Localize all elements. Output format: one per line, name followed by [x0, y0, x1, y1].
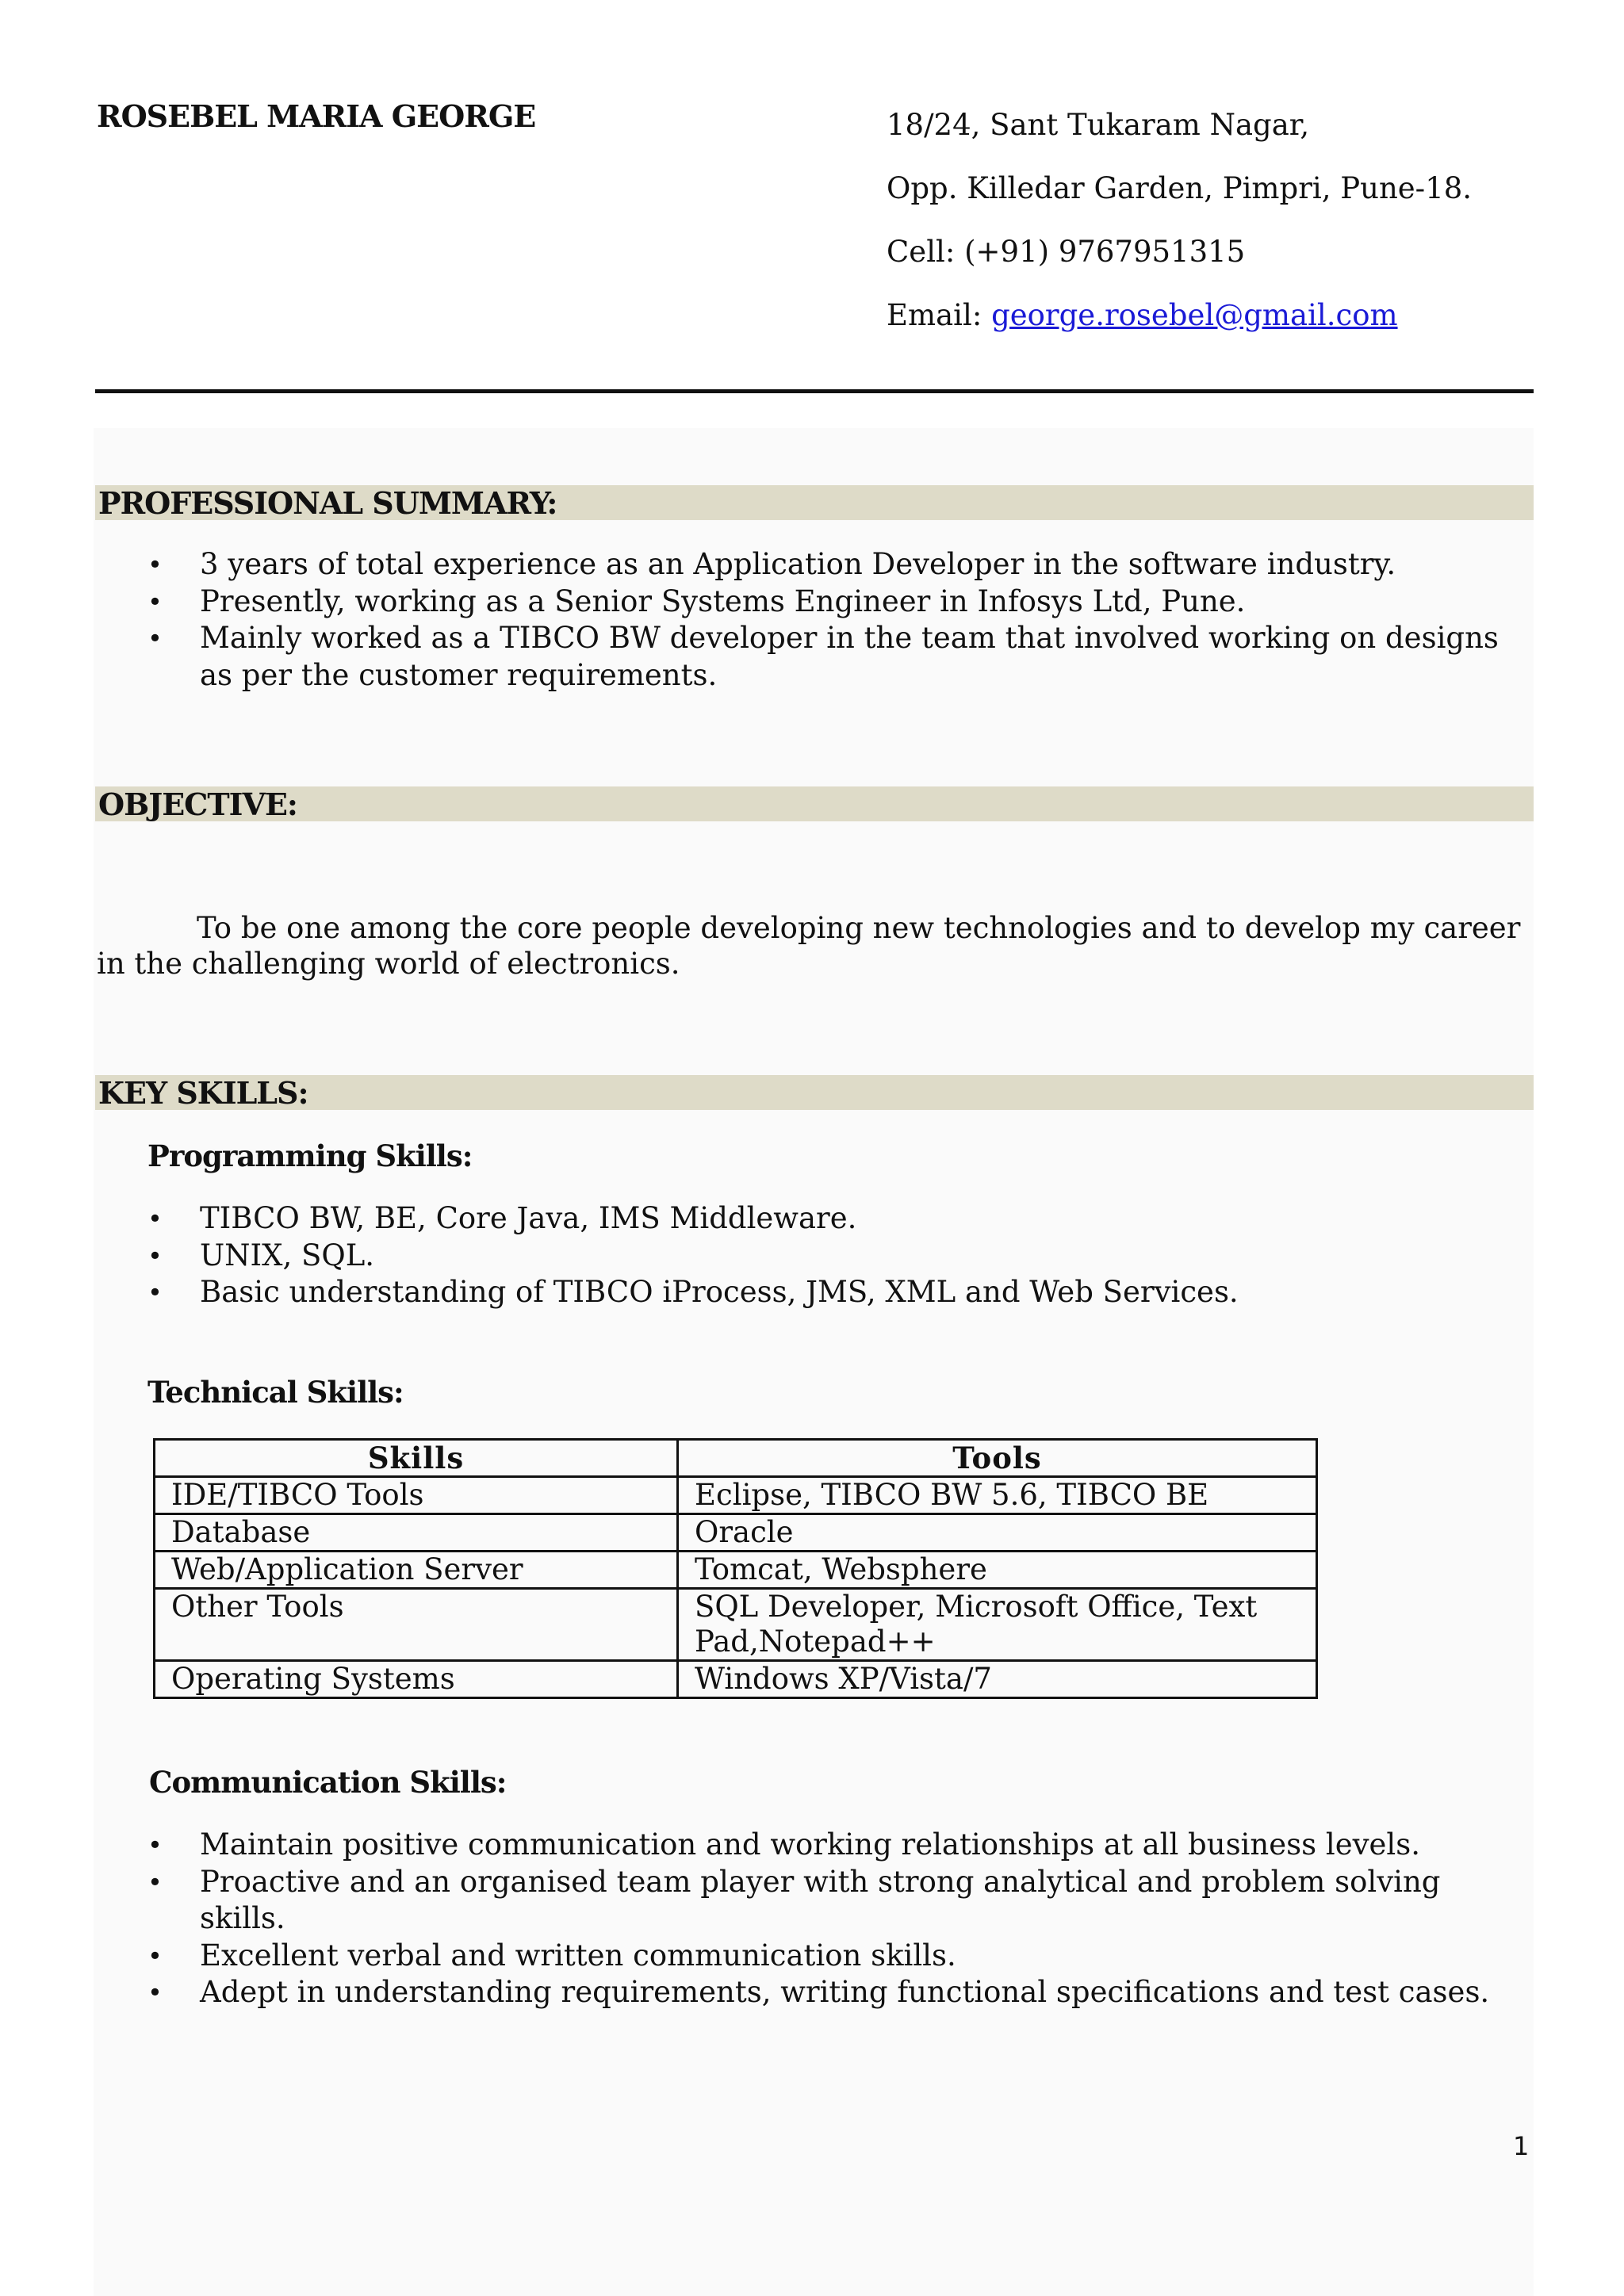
email-link[interactable]: george.rosebel@gmail.com [991, 298, 1398, 332]
page-shaded-area [94, 428, 1534, 2296]
table-row [155, 1589, 1317, 1661]
column-header-skills: Skills [155, 1440, 678, 1477]
tools-cell: Tomcat, Websphere [678, 1552, 1317, 1589]
list-item: • Mainly worked as a TIBCO BW developer in the team that involved working on designs as per the customer requirements. [97, 620, 1534, 694]
skill-cell: Other Tools [155, 1589, 678, 1661]
address-line-2: Opp. Killedar Garden, Pimpri, Pune-18. [887, 171, 1473, 205]
tools-cell: Oracle [678, 1514, 1317, 1552]
communication-skills-list [97, 1827, 1534, 2011]
email-line [887, 284, 1472, 347]
page-number: 1 [1513, 2131, 1530, 2161]
objective-text: To be one among the core people developing new technologies and to develop my career in the challenging world of electronics. [97, 911, 1521, 981]
list-item: • Excellent verbal and written communication skills. [97, 1938, 1534, 1975]
table-row [155, 1477, 1317, 1514]
programming-skills-heading: Programming Skills: [147, 1138, 473, 1173]
tools-cell: SQL Developer, Microsoft Office, Text Pad,Notepad++ [678, 1589, 1317, 1661]
list-item: • Proactive and an organised team player with strong analytical and problem solving skills. [97, 1864, 1534, 1938]
contact-block [887, 94, 1472, 347]
table-row [155, 1552, 1317, 1589]
section-heading-objective: OBJECTIVE: [95, 786, 1534, 821]
programming-skills-list [97, 1200, 1534, 1311]
skill-cell: Operating Systems [155, 1661, 678, 1698]
list-item: • Basic understanding of TIBCO iProcess, JMS, XML and Web Services. [97, 1274, 1534, 1311]
technical-skills-heading: Technical Skills: [147, 1375, 404, 1410]
column-header-tools: Tools [678, 1440, 1317, 1477]
tools-cell: Windows XP/Vista/7 [678, 1661, 1317, 1698]
technical-skills-table [153, 1438, 1318, 1699]
skill-cell: IDE/TIBCO Tools [155, 1477, 678, 1514]
header-divider [95, 389, 1534, 393]
cell-number: Cell: (+91) 9767951315 [887, 235, 1246, 269]
list-item: • Adept in understanding requirements, writing functional specifications and test cases. [97, 1974, 1534, 2011]
list-item: • Presently, working as a Senior Systems Engineer in Infosys Ltd, Pune. [97, 584, 1534, 621]
table-header-row [155, 1440, 1317, 1477]
address-line-1: 18/24, Sant Tukaram Nagar, [887, 108, 1310, 142]
list-item: • 3 years of total experience as an Application Developer in the software industry. [97, 546, 1534, 584]
list-item: • Maintain positive communication and working relationships at all business levels. [97, 1827, 1534, 1864]
skill-cell: Database [155, 1514, 678, 1552]
candidate-name: ROSEBEL MARIA GEORGE [97, 98, 536, 134]
tools-cell: Eclipse, TIBCO BW 5.6, TIBCO BE [678, 1477, 1317, 1514]
list-item: • TIBCO BW, BE, Core Java, IMS Middleware. [97, 1200, 1534, 1238]
email-label: Email: [887, 298, 992, 332]
section-heading-professional-summary: PROFESSIONAL SUMMARY: [95, 485, 1534, 520]
communication-skills-heading: Communication Skills: [149, 1765, 507, 1800]
summary-list [97, 546, 1534, 694]
list-item: • UNIX, SQL. [97, 1238, 1534, 1275]
skill-cell: Web/Application Server [155, 1552, 678, 1589]
table-row [155, 1514, 1317, 1552]
table-row [155, 1661, 1317, 1698]
section-heading-key-skills: KEY SKILLS: [95, 1075, 1534, 1110]
